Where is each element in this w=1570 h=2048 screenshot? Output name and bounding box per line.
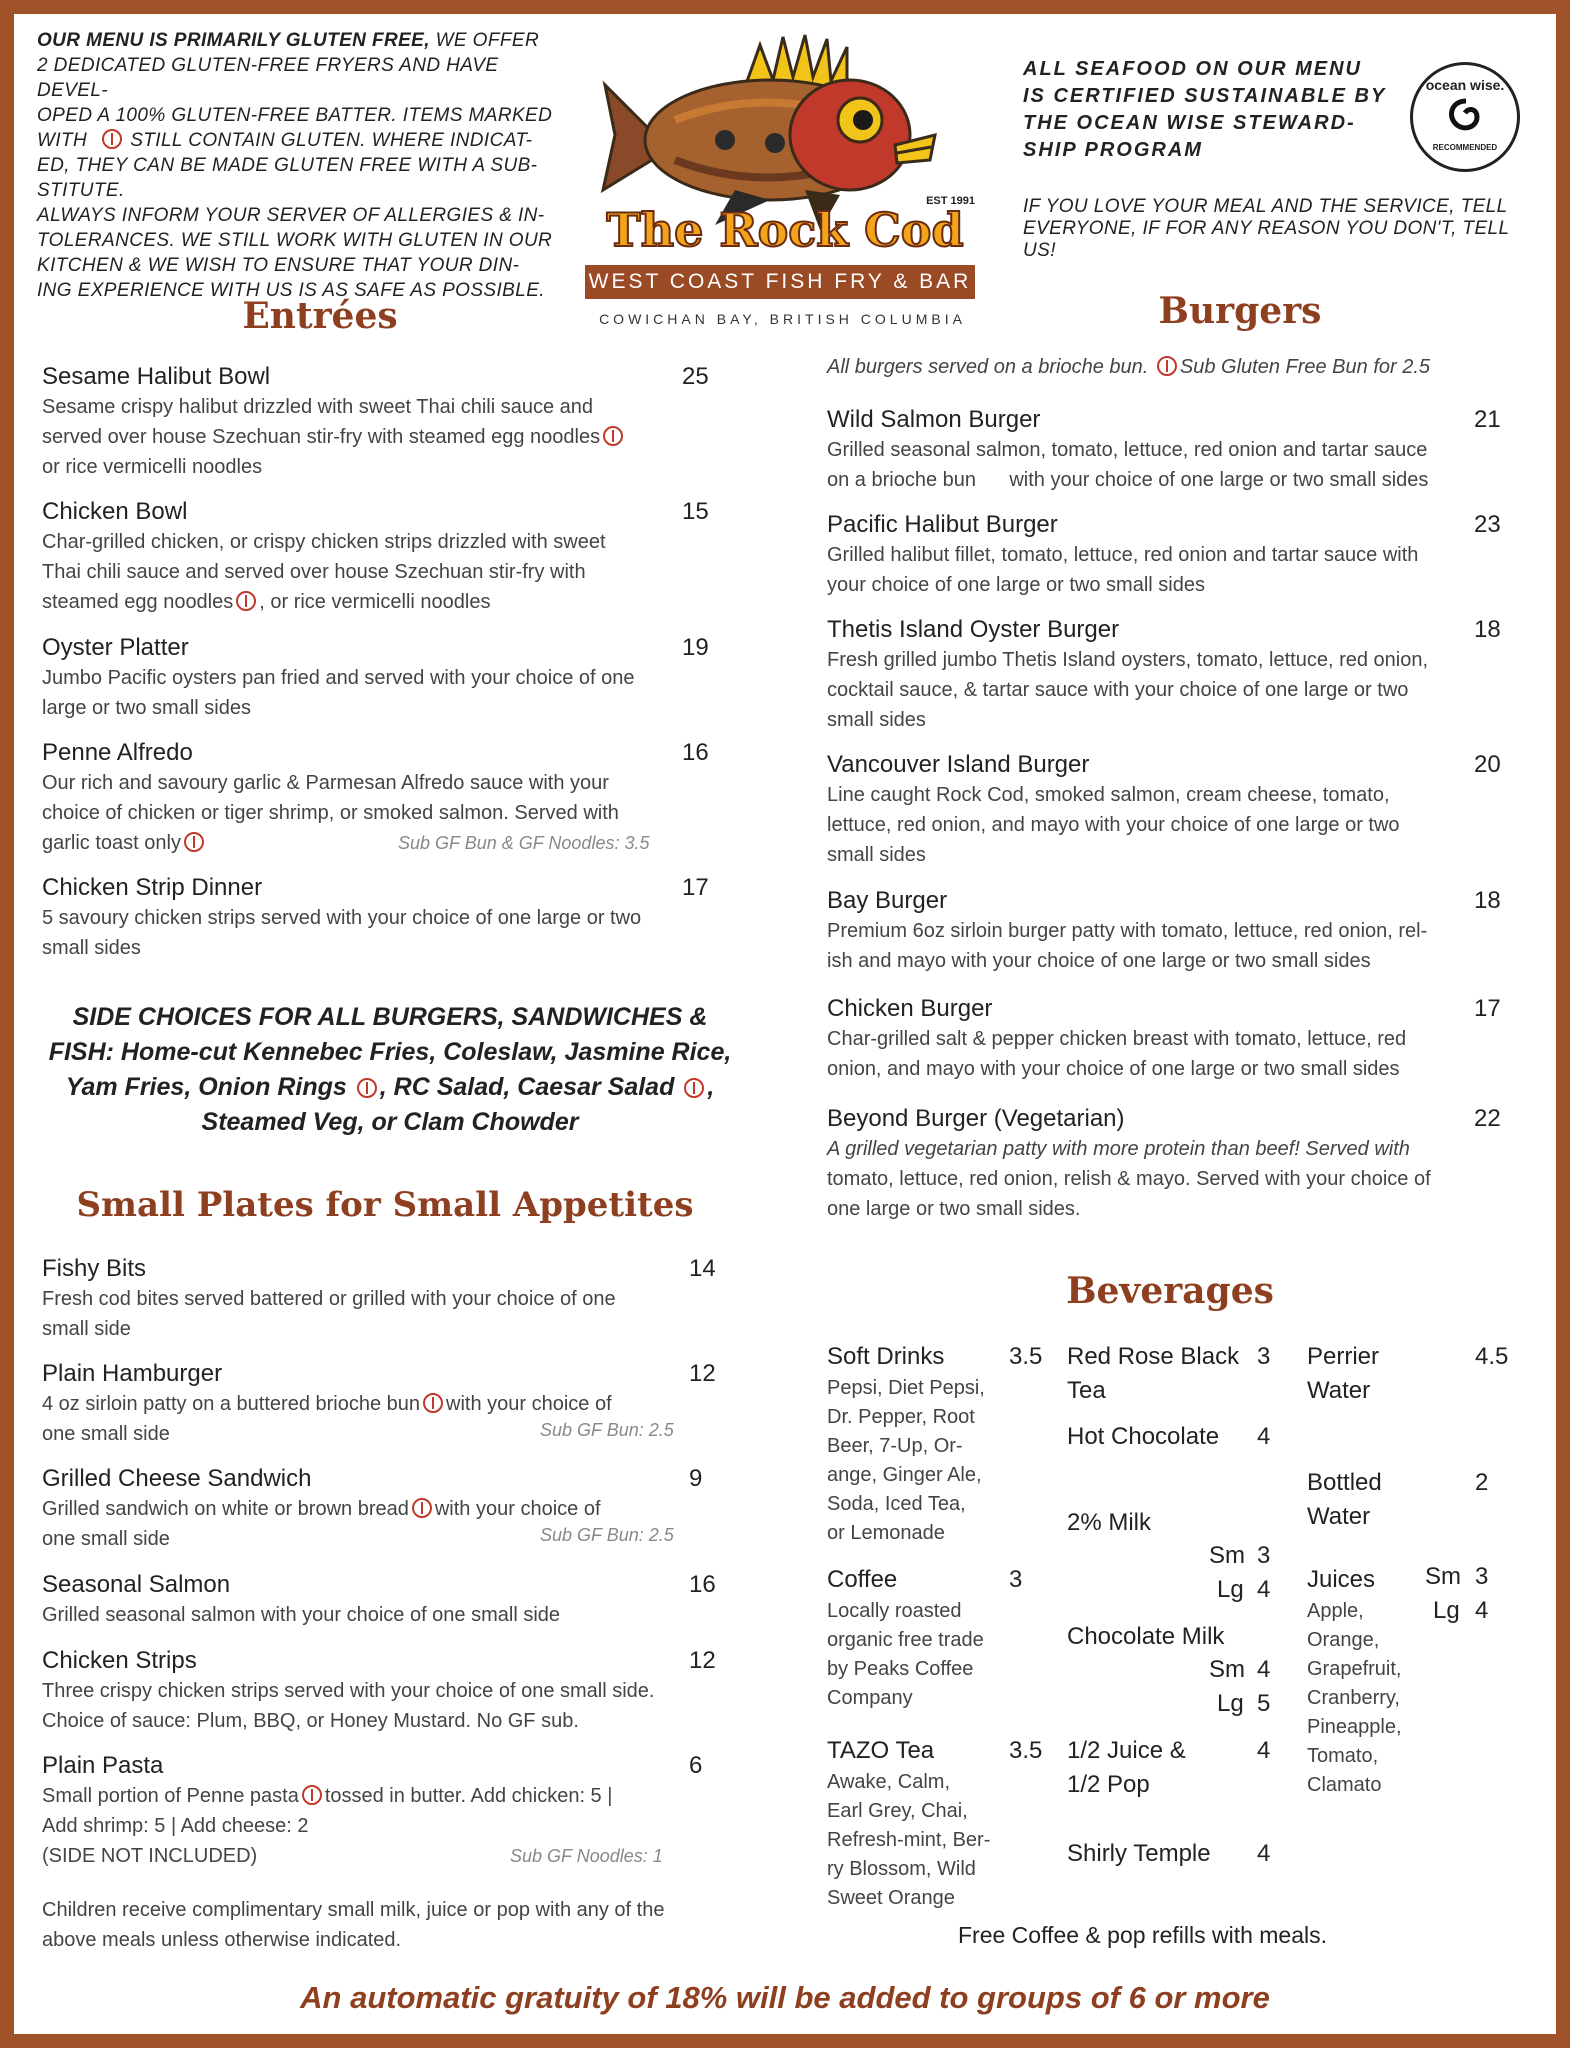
menu-item: Thetis Island Oyster Burger 18 Fresh grilled jumbo Thetis Island oysters, tomato, lettuce, red onion, cocktail sauce, & tartar sauce with your choice of one large or two small sides <box>827 616 1501 731</box>
gluten-notice: OUR MENU IS PRIMARILY GLUTEN FREE, WE OFFER 2 DEDICATED GLUTEN-FREE FRYERS AND HAVE DEVEL- OPED A 100% GLUTEN-FREE BATTER. ITEMS MARKED WITH STILL CONTAIN GLUTEN. WHERE INDICAT- ED, THEY CAN BE MADE GLUTEN FREE WITH A SUB- STITUTE. ALWAYS INFORM YOUR SERVER OF ALLERGIES & IN- TOLERANCES. WE STILL WORK WITH GLUTEN IN OUR KITCHEN & WE WISH TO ENSURE THAT YOUR DIN- ING EXPERIENCE WITH US IS AS SAFE AS POSSIBLE. <box>37 30 553 301</box>
beverage-juice-pop: 1/2 Juice & 1/2 Pop 4 <box>1067 1737 1271 1798</box>
menu-item: Seasonal Salmon 16 Grilled seasonal salmon with your choice of one small side <box>42 1571 716 1626</box>
menu-item: Chicken Burger 17 Char-grilled salt & pepper chicken breast with tomato, lettuce, red onion, and mayo with your choice of one large or two small sides <box>827 995 1501 1080</box>
beverage-milk: 2% Milk Sm 3 Lg 4 <box>1067 1509 1271 1603</box>
rock-cod-logo <box>585 25 985 335</box>
small-plates-title: Small Plates for Small Appetites <box>76 1185 694 1225</box>
ocean-wise-text: ocean wise. <box>1425 77 1505 93</box>
menu-item: Oyster Platter 19 Jumbo Pacific oysters pan fried and served with your choice of one large or two small sides <box>42 634 709 719</box>
feedback-notice: IF YOU LOVE YOUR MEAL AND THE SERVICE, TELL EVERYONE, IF FOR ANY REASON YOU DON'T, TELL US! <box>1023 196 1510 261</box>
beverage-bottled-water: Bottled Water 2 <box>1307 1469 1489 1530</box>
menu-item: Penne Alfredo 16 Our rich and savoury garlic & Parmesan Alfredo sauce with your choice of chicken or tiger shrimp, or smoked salmon. Served with garlic toast only Sub GF Bun & GF Noodles: 3.5 <box>42 739 709 854</box>
refills-note: Free Coffee & pop refills with meals. <box>958 1922 1328 1948</box>
beverages-title: Beverages <box>1066 1270 1274 1312</box>
ocean-wise-recommended: RECOMMENDED <box>1432 143 1498 152</box>
gratuity-note: An automatic gratuity of 18% will be added to groups of 6 or more <box>300 1980 1270 2015</box>
logo-tagline: WEST COAST FISH FRY & BAR <box>585 265 975 299</box>
menu-item: Fishy Bits 14 Fresh cod bites served battered or grilled with your choice of one small side <box>42 1255 716 1340</box>
beverage-chocolate-milk: Chocolate Milk Sm 4 Lg 5 <box>1067 1623 1271 1717</box>
gluten-icon <box>1157 356 1177 376</box>
menu-item: Wild Salmon Burger 21 Grilled seasonal salmon, tomato, lettuce, red onion and tartar sauce on a brioche bun with your choice of one large or two small sides <box>827 406 1501 491</box>
entrees-title: Entrées <box>242 295 398 337</box>
gluten-icon <box>423 1393 443 1413</box>
menu-item: Beyond Burger (Vegetarian) 22 A grilled vegetarian patty with more protein than beef! Served with tomato, lettuce, red onion, relish & mayo. Served with your choice of one large or two small sides. <box>827 1105 1501 1220</box>
beverage-shirly-temple: Shirly Temple 4 <box>1067 1840 1271 1867</box>
beverage-perrier: Perrier Water 4.5 <box>1307 1343 1509 1404</box>
side-choices: SIDE CHOICES FOR ALL BURGERS, SANDWICHES & FISH: Home-cut Kennebec Fries, Coleslaw, Jasmine Rice, Yam Fries, Onion Rings , RC Salad, Caesar Salad , Steamed Veg, or Clam Chowder <box>48 1003 732 1136</box>
menu-item: Bay Burger 18 Premium 6oz sirloin burger patty with tomato, lettuce, red onion, rel- ish and mayo with your choice of one large or two small sides <box>827 887 1501 972</box>
logo-est: EST 1991 <box>926 195 975 207</box>
menu-item: Chicken Bowl 15 Char-grilled chicken, or crispy chicken strips drizzled with sweet Thai chili sauce and served over house Szechuan stir-fry with steamed egg noodles , or rice vermicelli noodles <box>42 498 709 613</box>
burgers-title: Burgers <box>1158 290 1322 332</box>
menu-item: Sesame Halibut Bowl 25 Sesame crispy halibut drizzled with sweet Thai chili sauce and served over house Szechuan stir-fry with steamed egg noodles or rice vermicelli noodles <box>42 363 709 478</box>
gluten-icon <box>236 591 256 611</box>
beverage-soft-drinks: Soft Drinks 3.5 Pepsi, Diet Pepsi, Dr. Pepper, Root Beer, 7-Up, Or- ange, Ginger Ale, Soda, Iced Tea, or Lemonade <box>827 1343 1043 1544</box>
menu-item: Chicken Strips 12 Three crispy chicken strips served with your choice of one small side. Choice of sauce: Plum, BBQ, or Honey Mustard. No GF sub. <box>42 1647 716 1732</box>
logo-location: COWICHAN BAY, BRITISH COLUMBIA <box>599 311 966 327</box>
beverage-hot-chocolate: Hot Chocolate 4 <box>1067 1423 1271 1450</box>
gluten-icon <box>412 1498 432 1518</box>
gluten-icon <box>184 832 204 852</box>
seafood-notice: ALL SEAFOOD ON OUR MENU IS CERTIFIED SUSTAINABLE BY THE OCEAN WISE STEWARD- SHIP PROGRAM <box>1023 58 1387 161</box>
menu-item: Plain Pasta 6 Small portion of Penne pasta tossed in butter. Add chicken: 5 | Add shrimp: 5 | Add cheese: 2 (SIDE NOT INCLUDED) Sub GF Noodles: 1 <box>42 1752 703 1867</box>
beverage-coffee: Coffee 3 Locally roasted organic free trade by Peaks Coffee Company <box>827 1566 1023 1709</box>
gluten-icon <box>102 129 122 149</box>
ocean-wise-badge <box>1410 62 1520 172</box>
children-note: Children receive complimentary small milk, juice or pop with any of the above meals unless otherwise indicated. <box>42 1899 665 1951</box>
menu-item: Vancouver Island Burger 20 Line caught Rock Cod, smoked salmon, cream cheese, tomato, lettuce, red onion, and mayo with your choice of one large or two small sides <box>827 751 1501 866</box>
gluten-icon <box>302 1785 322 1805</box>
menu-item: Chicken Strip Dinner 17 5 savoury chicken strips served with your choice of one large or two small sides <box>42 874 709 959</box>
logo-name: The Rock Cod <box>606 203 964 257</box>
beverage-juices: Juices Sm 3 Lg 4 Apple, Orange, Grapefruit, Cranberry, Pineapple, Tomato, Clamato <box>1307 1563 1489 1796</box>
burgers-intro: All burgers served on a brioche bun. Sub Gluten Free Bun for 2.5 <box>827 356 1431 378</box>
beverage-red-rose-tea: Red Rose Black Tea 3 <box>1067 1343 1271 1404</box>
gluten-icon <box>684 1078 704 1098</box>
menu-item: Pacific Halibut Burger 23 Grilled halibut fillet, tomato, lettuce, red onion and tartar sauce with your choice of one large or two small sides <box>827 511 1501 596</box>
menu-item: Grilled Cheese Sandwich 9 Grilled sandwich on white or brown bread with your choice of one small side Sub GF Bun: 2.5 <box>42 1465 703 1550</box>
gluten-icon <box>603 426 623 446</box>
fish-swirl-icon <box>1443 97 1489 137</box>
menu-item: Plain Hamburger 12 4 oz sirloin patty on a buttered brioche bun with your choice of one small side Sub GF Bun: 2.5 <box>42 1360 716 1445</box>
gluten-icon <box>357 1078 377 1098</box>
beverage-tazo-tea: TAZO Tea 3.5 Awake, Calm, Earl Grey, Chai, Refresh-mint, Ber- ry Blossom, Wild Sweet Orange <box>827 1737 1043 1909</box>
